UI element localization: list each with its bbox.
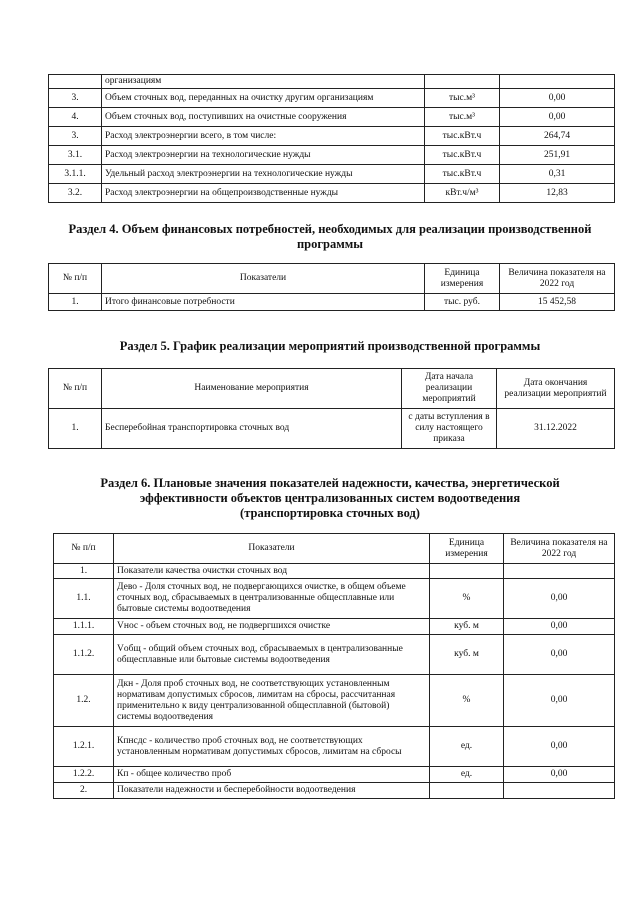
table-row <box>54 619 615 635</box>
section-6-title-line-1: Раздел 6. Плановые значения показателей надежности, качества, энергетической <box>100 476 560 490</box>
table-row <box>49 184 615 203</box>
header-indicator: Показатели <box>114 534 430 564</box>
table-energy-volumes <box>48 74 615 203</box>
row-name: Дкн - Доля проб сточных вод, не соответствующих установленным нормативам допустимых сбросов, лимитам на сбросы, рассчитанная применительно к виду централизованной общесплавной (бытовой) системы водоотведения <box>114 675 430 727</box>
row-name: Показатели надежности и бесперебойности водоотведения <box>114 783 430 799</box>
row-unit: % <box>430 675 504 727</box>
row-unit <box>430 564 504 579</box>
row-value: 0,00 <box>504 727 615 767</box>
row-number: 1.2.1. <box>54 727 114 767</box>
row-number: 1.1. <box>54 579 114 619</box>
header-unit: Единица измерения <box>430 534 504 564</box>
row-end-date: 31.12.2022 <box>497 409 615 449</box>
table-row <box>49 108 615 127</box>
header-number: № п/п <box>54 534 114 564</box>
table-row <box>49 127 615 146</box>
table-row <box>54 564 615 579</box>
table-row <box>54 675 615 727</box>
row-name: Показатели качества очистки сточных вод <box>114 564 430 579</box>
row-value: 15 452,58 <box>500 294 615 311</box>
row-number: 3.1.1. <box>49 165 102 184</box>
row-unit <box>430 783 504 799</box>
section-5-title: Раздел 5. График реализации мероприятий производственной программы <box>119 339 541 353</box>
row-number: 1. <box>49 294 102 311</box>
table-header-row <box>54 534 615 564</box>
table-row <box>54 635 615 675</box>
table-financial-needs <box>48 263 615 311</box>
row-activity: Бесперебойная транспортировка сточных вод <box>102 409 402 449</box>
row-unit: тыс. руб. <box>425 294 500 311</box>
row-unit: тыс.м³ <box>425 89 500 108</box>
row-unit: тыс.кВт.ч <box>425 127 500 146</box>
row-number: 1. <box>54 564 114 579</box>
row-name: Дево - Доля сточных вод, не подвергающихся очистке, в общем объеме сточных вод, сбрасываемых в централизованные общесплавные или бытовые системы водоотведения <box>114 579 430 619</box>
row-value: 251,91 <box>500 146 615 165</box>
row-value: 0,00 <box>504 767 615 783</box>
row-value <box>500 75 615 89</box>
section-6-title-line-3: (транспортировка сточных вод) <box>240 506 420 520</box>
header-number: № п/п <box>49 264 102 294</box>
table-header-row <box>49 369 615 409</box>
row-unit: ед. <box>430 767 504 783</box>
table-row <box>49 165 615 184</box>
row-name: организациям <box>102 75 425 89</box>
row-name: Кпнсдс - количество проб сточных вод, не соответствующих установленным нормативам допустимых сбросов, лимитам на сбросы <box>114 727 430 767</box>
row-unit: куб. м <box>430 635 504 675</box>
row-unit <box>425 75 500 89</box>
table-header-row <box>49 264 615 294</box>
row-name: Vнос - объем сточных вод, не подвергшихся очистке <box>114 619 430 635</box>
table-row <box>54 579 615 619</box>
row-value: 0,00 <box>504 619 615 635</box>
row-value <box>504 564 615 579</box>
row-name: Расход электроэнергии на общепроизводственные нужды <box>102 184 425 203</box>
row-name: Итого финансовые потребности <box>102 294 425 311</box>
section-6-title-line-2: эффективности объектов централизованных систем водоотведения <box>139 491 521 505</box>
row-name: Объем сточных вод, поступивших на очистные сооружения <box>102 108 425 127</box>
row-number: 2. <box>54 783 114 799</box>
row-value: 0,00 <box>500 108 615 127</box>
section-4-title: Раздел 4. Объем финансовых потребностей, необходимых для реализации производственной программы <box>68 222 592 251</box>
row-number: 3.2. <box>49 184 102 203</box>
row-name: Расход электроэнергии на технологические нужды <box>102 146 425 165</box>
header-indicator: Показатели <box>102 264 425 294</box>
table-row <box>54 727 615 767</box>
row-number: 1. <box>49 409 102 449</box>
header-number: № п/п <box>49 369 102 409</box>
row-name: Кп - общее количество проб <box>114 767 430 783</box>
row-number: 4. <box>49 108 102 127</box>
header-end-date: Дата окончания реализации мероприятий <box>497 369 615 409</box>
row-value: 12,83 <box>500 184 615 203</box>
row-unit: % <box>430 579 504 619</box>
row-number <box>49 75 102 89</box>
table-row <box>54 767 615 783</box>
row-number: 1.1.1. <box>54 619 114 635</box>
row-number: 3. <box>49 127 102 146</box>
table-row <box>49 89 615 108</box>
row-value: 0,00 <box>504 635 615 675</box>
row-number: 1.2.2. <box>54 767 114 783</box>
row-value: 0,00 <box>504 579 615 619</box>
header-value: Величина показателя на 2022 год <box>504 534 615 564</box>
table-row <box>49 294 615 311</box>
row-value: 264,74 <box>500 127 615 146</box>
row-number: 1.1.2. <box>54 635 114 675</box>
header-value: Величина показателя на 2022 год <box>500 264 615 294</box>
row-start-date: с даты вступления в силу настоящего приказа <box>402 409 497 449</box>
row-number: 3.1. <box>49 146 102 165</box>
row-value: 0,00 <box>500 89 615 108</box>
row-unit: тыс.м³ <box>425 108 500 127</box>
table-row <box>54 783 615 799</box>
row-unit: тыс.кВт.ч <box>425 146 500 165</box>
section-6-title <box>60 476 600 521</box>
row-unit: тыс.кВт.ч <box>425 165 500 184</box>
header-unit: Единица измерения <box>425 264 500 294</box>
row-name: Объем сточных вод, переданных на очистку другим организациям <box>102 89 425 108</box>
table-row <box>49 146 615 165</box>
header-start-date: Дата начала реализации мероприятий <box>402 369 497 409</box>
row-value <box>504 783 615 799</box>
table-reliability-indicators <box>53 533 615 799</box>
header-activity: Наименование мероприятия <box>102 369 402 409</box>
row-unit: ед. <box>430 727 504 767</box>
row-value: 0,00 <box>504 675 615 727</box>
row-number: 1.2. <box>54 675 114 727</box>
row-unit: куб. м <box>430 619 504 635</box>
table-row <box>49 75 615 89</box>
row-unit: кВт.ч/м³ <box>425 184 500 203</box>
row-name: Расход электроэнергии всего, в том числе: <box>102 127 425 146</box>
row-name: Удельный расход электроэнергии на технологические нужды <box>102 165 425 184</box>
row-value: 0,31 <box>500 165 615 184</box>
row-number: 3. <box>49 89 102 108</box>
table-activity-schedule <box>48 368 615 449</box>
row-name: Vобщ - общий объем сточных вод, сбрасываемых в централизованные общесплавные или бытовые системы водоотведения <box>114 635 430 675</box>
table-row <box>49 409 615 449</box>
